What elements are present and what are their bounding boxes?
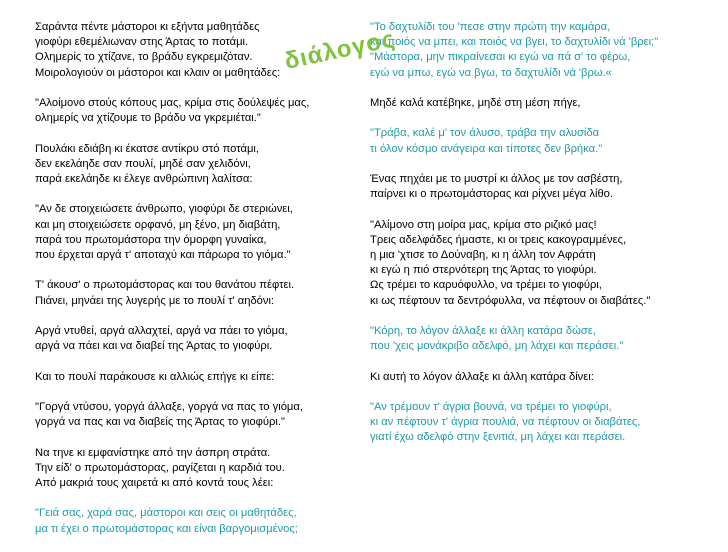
- verse-line: Μηδέ καλά κατέβηκε, μηδέ στη μέση πήγε,: [370, 97, 581, 109]
- stanza: [35, 96, 380, 126]
- verse-line: "Γειά σας, χαρά σας, μάστοροι και σεις οι μαθητάδες,: [35, 507, 297, 520]
- stanza: [370, 370, 720, 385]
- stanza: [35, 400, 380, 430]
- verse-line: "Αν δε στοιχειώσετε άνθρωπο, γιοφύρι δε στεριώνει,: [35, 203, 293, 216]
- stanza: [35, 370, 380, 385]
- verse-line: Τ' άκουσ' ο πρωτομάστορας και του θανάτου πέφτει.: [35, 279, 295, 292]
- verse-line: Από μακριά τους χαιρετά κι από κοντά τους λέει:: [35, 476, 274, 489]
- verse-line: που έρχεται αργά τ' αποταχύ και πάρωρα το γιόμα.": [35, 249, 291, 261]
- verse-line: "Αλίμονο στη μοίρα μας, κρίμα στο ριζικό μας!: [370, 218, 597, 231]
- verse-line: "Μάστορα, μην πικραίνεσαι κι εγώ να πά σ' το φέρω,: [370, 51, 631, 64]
- verse-line: Μοιρολογιούν οι μάστοροι και κλαιν οι μαθητάδες:: [35, 66, 281, 79]
- verse-line: γιοφύρι εθεμέλιωναν στης Άρτας το ποτάμι.: [35, 36, 249, 49]
- verse-line: "Γοργά ντύσου, γοργά άλλαξε, γοργά να πας το γιόμα,: [35, 400, 303, 413]
- verse-line: Και το πουλί παράκουσε κι αλλιώς επήγε κι είπε:: [35, 370, 275, 383]
- verse-line: παρά εκελάηδε κι έλεγε ανθρώπινη λαλίτσα:: [35, 173, 253, 185]
- stanza: [35, 324, 380, 354]
- verse-line: "Κόρη, το λόγον άλλαξε κι άλλη κατάρα δώσε,: [370, 324, 596, 337]
- verse-line: Σαράντα πέντε μάστοροι κι εξήντα μαθητάδες: [35, 21, 260, 33]
- verse-line: κι ως πέφτουν τα δεντρόφυλλα, να πέφτουν οι διαβάτες.": [370, 294, 651, 307]
- verse-line: που 'χεις μονάκριβο αδελφό, μη λάχει και περάσει.": [370, 340, 624, 353]
- stanza: [35, 278, 380, 308]
- verse-line: "Το δαχτυλίδι του 'πεσε στην πρώτη την καμάρα,: [370, 21, 611, 33]
- verse-line: και ποιός να μπει, και ποιός να βγει, το δαχτυλίδι νά 'βρει;": [370, 36, 659, 49]
- verse-line: Πουλάκι εδιάβη κι έκατσε αντίκρυ στό ποτάμι,: [35, 142, 259, 155]
- stanza: [370, 218, 720, 309]
- verse-line: τι όλον κόσμο ανάγειρα και τίποτες δεν βρήκα.": [370, 142, 603, 155]
- verse-line: Κι αυτή το λόγον άλλαξε κι άλλη κατάρα δίνει:: [370, 370, 594, 383]
- verse-line: "Αν τρέμουν τ' άγρια βουνά, να τρέμει το γιοφύρι,: [370, 400, 612, 413]
- verse-line: Τρεις αδελφάδες ήμαστε, κι οι τρεις κακογραμμένες,: [370, 233, 627, 246]
- verse-line: Να τηνε κι εμφανίστηκε από την άσπρη στράτα.: [35, 446, 271, 459]
- verse-line: κι αν πέφτουν τ' άγρια πουλιά, να πέφτουν οι διαβάτες,: [370, 416, 641, 429]
- verse-line: κι εγώ η πιό στερνότερη της Άρτας το γιοφύρι.: [370, 264, 597, 277]
- dialogue-stanza: [370, 126, 720, 156]
- dialogue-stanza: [370, 324, 720, 354]
- stanza: [370, 96, 720, 111]
- stanza: [35, 202, 380, 263]
- verse-line: ολημερίς να χτίζουμε το βράδυ να γκρεμιέται.": [35, 112, 261, 125]
- dialogue-stanza: [370, 20, 720, 81]
- verse-line: και μη στοιχειώσετε ορφανό, μη ξένο, μη διαβάτη,: [35, 218, 281, 231]
- verse-line: δεν εκελάηδε σαν πουλί, μηδέ σαν χελιδόνι,: [35, 157, 251, 170]
- verse-line: Ένας πηχάει με το μυστρί κι άλλος με τον ασβέστη,: [370, 172, 623, 185]
- verse-line: Την είδ' ο πρωτομάστορας, ραγίζεται η καρδιά του.: [35, 461, 285, 474]
- verse-line: γοργά να πας και να διαβείς της Άρτας το γιοφύρι.": [35, 416, 285, 429]
- dialogue-stanza: [35, 506, 380, 536]
- verse-line: εγώ να μπω, εγώ να βγω, το δαχτυλίδι νά 'βρω.«: [370, 66, 612, 79]
- verse-line: παρά του πρωτομάστορα την όμορφη γυναίκα,: [35, 233, 267, 246]
- verse-line: Πιάνει, μηνάει της λυγερής με το πουλί τ' αηδόνι:: [35, 294, 275, 307]
- verse-line: μα τι έχει ο πρωτομάστορας και είναι βαργομισμένος;: [35, 522, 298, 535]
- poem-left-column: [35, 20, 380, 552]
- verse-line: γιατί έχω αδελφό στην ξενιτιά, μη λάχει και περάσει.: [370, 431, 626, 444]
- stanza: [35, 446, 380, 492]
- poem-right-column: [370, 20, 720, 461]
- verse-line: Ως τρέμει το καρυόφυλλο, να τρέμει το γιοφύρι,: [370, 279, 602, 292]
- dialogue-label: διάλογος: [282, 25, 398, 76]
- verse-line: Αργά ντυθεί, αργά αλλαχτεί, αργά να πάει το γιόμα,: [35, 324, 288, 337]
- verse-line: η μια 'χτισε το Δούναβη, κι η άλλη τον Αφράτη: [370, 248, 596, 261]
- verse-line: Ολημερίς το χτίζανε, το βράδυ εγκρεμιζόταν.: [35, 51, 253, 64]
- stanza: [370, 172, 720, 202]
- verse-line: αργά να πάει και να διαβεί της Άρτας το γιοφύρι.: [35, 340, 273, 353]
- stanza: [35, 142, 380, 188]
- verse-line: "Τράβα, καλέ μ' τον άλυσο, τράβα την αλυσίδα: [370, 127, 600, 140]
- dialogue-stanza: [370, 400, 720, 446]
- verse-line: παίρνει κι ο πρωτομάστορας και ρίχνει μέγα λίθο.: [370, 188, 613, 201]
- verse-line: "Αλοίμονο στούς κόπους μας, κρίμα στις δούλεψές μας,: [35, 97, 310, 109]
